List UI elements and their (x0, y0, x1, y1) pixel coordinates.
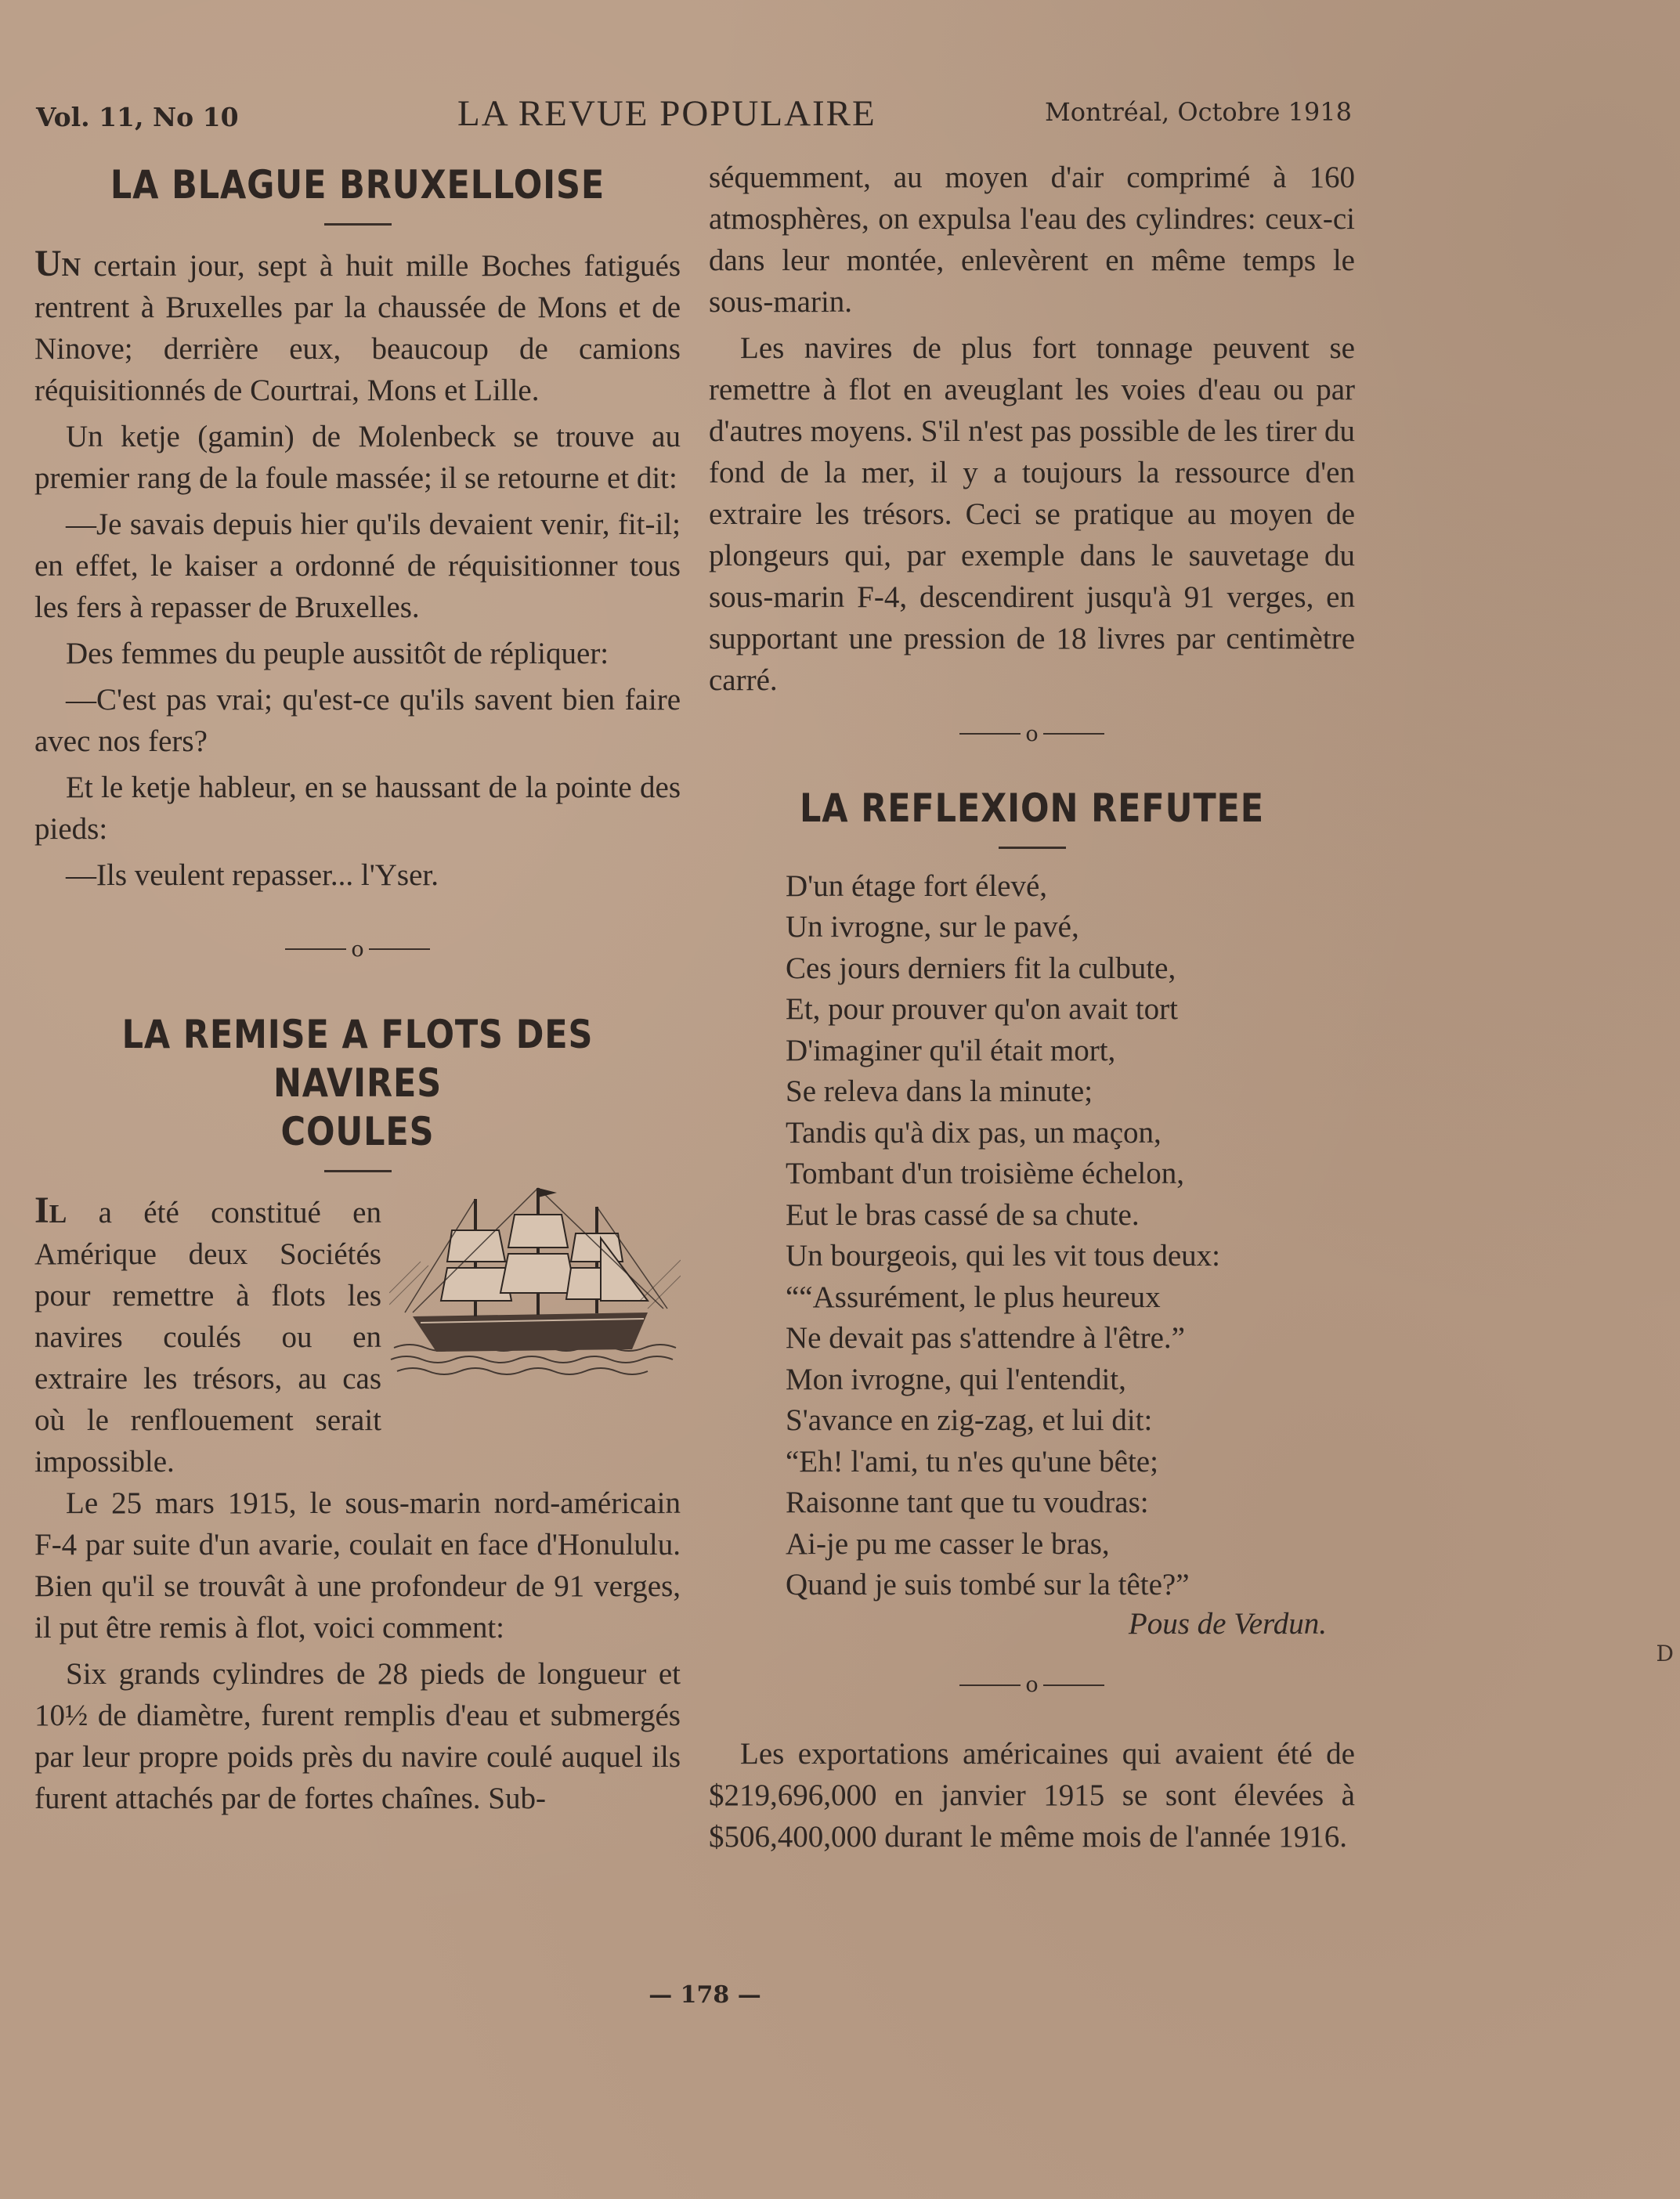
article-paragraph: Le 25 mars 1915, le sous-marin nord-américain F-4 par suite d'un avarie, coulait en face d'Honululu. Bien qu'il se trouvât à une profondeur de 91 verges, il put être remis à flot, voici comment: (34, 1486, 681, 1645)
poem-line: Un bourgeois, qui les vit tous deux: (786, 1239, 1221, 1273)
title-line: LA REMISE A FLOTS DES NAVIRES (121, 1011, 594, 1106)
article-paragraph: Des femmes du peuple aussitôt de répliquer: (66, 637, 609, 670)
sailing-ship-icon (389, 1183, 681, 1384)
article-paragraph (34, 243, 681, 411)
page-header (36, 92, 1352, 139)
article-paragraph-continued: séquemment, au moyen d'air comprimé à 160 atmosphères, on expulsa l'eau des cylindres: ceux-ci dans leur montée, enlevèrent en même temps le sous-marin. (709, 161, 1355, 319)
left-column (34, 161, 681, 1824)
article-paragraph: Six grands cylindres de 28 pieds de longueur et 10½ de diamètre, furent remplis d'eau et submergés par leur propre poids près du navire coulé auquel ils furent attachés par de fortes chaînes. Sub- (34, 1656, 681, 1815)
article-paragraph: Et le ketje hableur, en se haussant de la pointe des pieds: (34, 771, 681, 846)
article-paragraph (34, 1190, 381, 1482)
ship-illustration (389, 1183, 681, 1384)
paragraph-with-illustration (34, 1190, 681, 1482)
publication-title: LA REVUE POPULAIRE (457, 93, 876, 134)
poem-line: D'un étage fort élevé, (786, 868, 1048, 903)
poem-line: Eut le bras cassé de sa chute. (786, 1197, 1140, 1232)
poem-line: Tandis qu'à dix pas, un maçon, (786, 1115, 1162, 1150)
poem (786, 866, 1355, 1606)
drop-cap: Il (34, 1189, 67, 1231)
page-number: — 178 — (649, 1981, 761, 2009)
article-title-reflexion: LA REFLEXION REFUTEE (800, 785, 1264, 831)
poem-line: Tombant d'un troisième échelon, (786, 1157, 1184, 1190)
article-title-blague: LA BLAGUE BRUXELLOISE (110, 162, 605, 208)
article-paragraph: —Je savais depuis hier qu'ils devaient venir, fit-il; en effet, le kaiser a ordonné de réquisitionner tous les fers à repasser de Bruxelles. (34, 507, 681, 624)
poem-line: Quand je suis tombé sur la tête?” (786, 1568, 1190, 1601)
article-paragraph: —C'est pas vrai; qu'est-ce qu'ils savent bien faire avec nos fers? (34, 683, 681, 758)
title-rule (999, 847, 1066, 849)
poem-line: S'avance en zig-zag, et lui dit: (786, 1403, 1153, 1437)
title-rule (324, 1170, 392, 1172)
volume-label: Vol. 11, No 10 (36, 102, 239, 132)
section-separator: o (34, 937, 681, 962)
poem-line: Et, pour prouver qu'on avait tort (786, 992, 1178, 1026)
article-title-remise (80, 1010, 636, 1156)
poem-line: D'imaginer qu'il était mort, (786, 1033, 1116, 1067)
poem-signature: Pous de Verdun. (1128, 1606, 1327, 1641)
poem-line: Ces jours derniers fit la culbute, (786, 951, 1176, 985)
drop-cap: Un (34, 243, 81, 284)
poem-line: Ne devait pas s'attendre à l'être.” (786, 1321, 1185, 1355)
poem-line: ““Assurément, le plus heureux (786, 1280, 1161, 1314)
margin-mark: D (1656, 1641, 1674, 1666)
article-paragraph: Les navires de plus fort tonnage peuvent se remettre à flot en aveuglant les voies d'eau ou par d'autres moyens. S'il n'est pas possible de les tirer du fond de la mer, il y a toujours la ressource d'en extraire les trésors. Ceci se pratique au moyen de plongeurs qui, par exemple dans le sauvetage du sous-marin F-4, descendirent jusqu'à 91 verges, en supportant une pression de 18 livres par centimètre carré. (709, 331, 1355, 697)
section-separator: o (709, 721, 1355, 746)
article-paragraph: Un ketje (gamin) de Molenbeck se trouve au premier rang de la foule massée; il se retourne et dit: (34, 420, 681, 495)
article-paragraph: —Ils veulent repasser... l'Yser. (66, 858, 439, 892)
section-separator: o (709, 1673, 1355, 1698)
right-column (709, 157, 1355, 1862)
paragraph-text: a été constitué en Amérique deux Sociétés pour remettre à flots les navires coulés ou en extraire les trésors, au cas où le renflouement serait impossible. (34, 1195, 381, 1479)
article-paragraph: Les exportations américaines qui avaient été de $219,696,000 en janvier 1915 se sont élevées à $506,400,000 durant le même mois de l'année 1916. (709, 1737, 1355, 1854)
poem-line: Se releva dans la minute; (786, 1074, 1093, 1108)
paragraph-text: certain jour, sept à huit mille Boches fatigués rentrent à Bruxelles par la chaussée de Mons et de Ninove; derrière eux, beaucoup de camions réquisitionnés de Courtrai, Mons et Lille. (34, 249, 681, 407)
poem-line: Mon ivrogne, qui l'entendit, (786, 1362, 1126, 1396)
poem-line: Raisonne tant que tu voudras: (786, 1486, 1149, 1519)
issue-date: Montréal, Octobre 1918 (1045, 97, 1352, 127)
poem-line: “Eh! l'ami, tu n'es qu'une bête; (786, 1444, 1158, 1479)
poem-line: Ai-je pu me casser le bras, (786, 1526, 1110, 1561)
poem-line: Un ivrogne, sur le pavé, (786, 910, 1079, 944)
title-line: COULES (280, 1108, 435, 1154)
title-rule (324, 223, 392, 226)
